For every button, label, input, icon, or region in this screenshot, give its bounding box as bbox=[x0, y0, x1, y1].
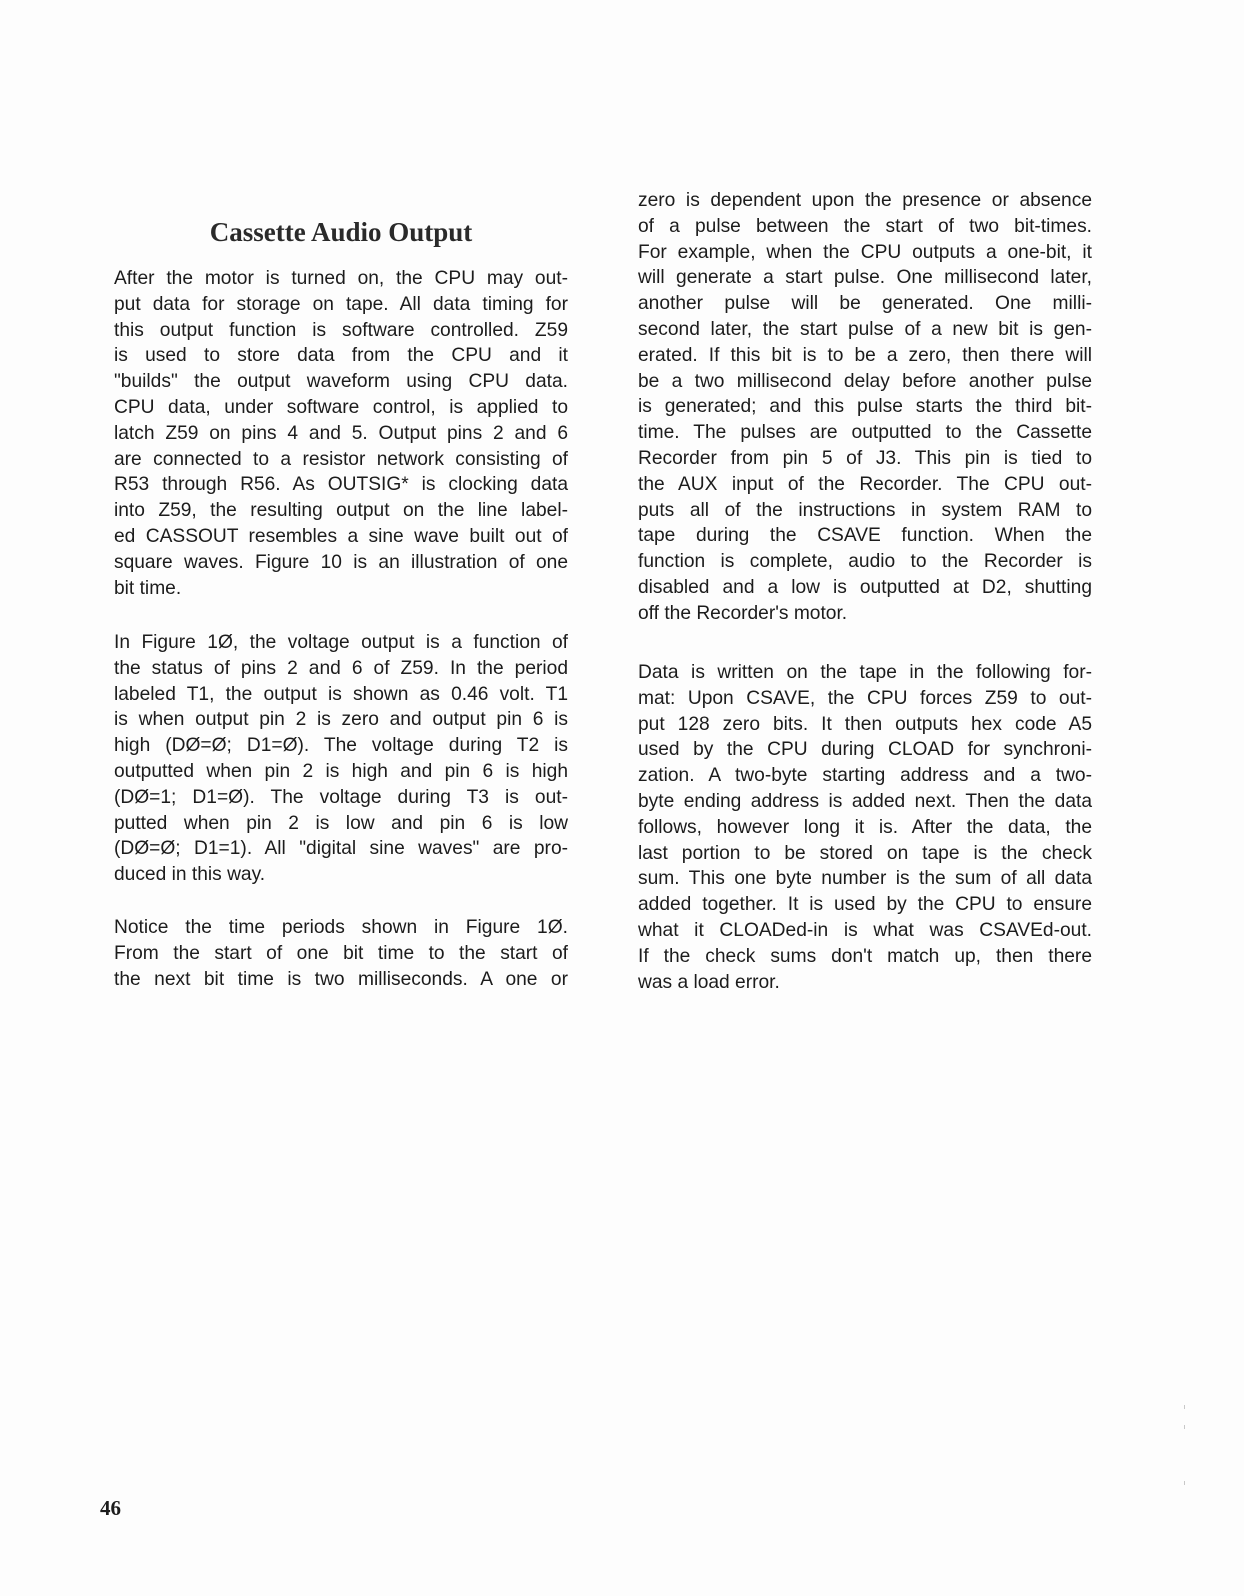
text-line: last portion to be stored on tape is the check bbox=[638, 842, 1092, 864]
section-heading: Cassette Audio Output bbox=[209, 217, 473, 247]
text-line: into Z59, the resulting output on the line label- bbox=[114, 500, 568, 522]
text-line: is generated; and this pulse starts the third bit- bbox=[638, 396, 1092, 418]
text-line: put 128 zero bits. It then outputs hex code A5 bbox=[638, 713, 1092, 735]
text-line: was a load error. bbox=[638, 971, 780, 993]
text-line: this output function is software controlled. Z59 bbox=[114, 319, 568, 341]
text-line: "builds" the output waveform using CPU data. bbox=[114, 371, 568, 393]
text-line: will generate a start pulse. One millisecond later, bbox=[638, 267, 1092, 289]
text-line: Notice the time periods shown in Figure 1Ø. bbox=[114, 917, 568, 938]
text-line: CPU data, under software control, is applied to bbox=[114, 396, 568, 418]
text-line: From the start of one bit time to the start of bbox=[114, 942, 568, 964]
text-line: Data is written on the tape in the following for- bbox=[638, 662, 1092, 683]
text-line: follows, however long it is. After the data, the bbox=[638, 816, 1092, 838]
text-line: are connected to a resistor network consisting of bbox=[114, 448, 568, 470]
scan-speck bbox=[1184, 1481, 1185, 1485]
text-line: the next bit time is two milliseconds. A one or bbox=[114, 968, 568, 990]
text-line: be a two millisecond delay before another pulse bbox=[638, 370, 1092, 392]
text-line: time. The pulses are outputted to the Cassette bbox=[638, 422, 1092, 444]
text-line: the AUX input of the Recorder. The CPU out- bbox=[638, 473, 1092, 495]
text-line: erated. If this bit is to be a zero, then there will bbox=[638, 344, 1092, 366]
text-line: R53 through R56. As OUTSIG* is clocking data bbox=[114, 474, 568, 496]
text-line: (DØ=1; D1=Ø). The voltage during T3 is out- bbox=[114, 786, 568, 808]
text-line: byte ending address is added next. Then the data bbox=[638, 790, 1092, 812]
text-line: Recorder from pin 5 of J3. This pin is tied to bbox=[638, 447, 1092, 469]
text-line: the status of pins 2 and 6 of Z59. In the period bbox=[114, 657, 568, 679]
text-line: sum. This one byte number is the sum of all data bbox=[638, 868, 1092, 890]
scan-specks bbox=[1183, 1405, 1187, 1495]
text-line: In Figure 1Ø, the voltage output is a function of bbox=[114, 632, 568, 653]
text-line: second later, the start pulse of a new bit is gen- bbox=[638, 318, 1092, 340]
text-line: high (DØ=Ø; D1=Ø). The voltage during T2 is bbox=[114, 735, 568, 757]
text-line: put data for storage on tape. All data timing for bbox=[114, 293, 568, 315]
text-line: mat: Upon CSAVE, the CPU forces Z59 to out- bbox=[638, 687, 1092, 709]
text-line: After the motor is turned on, the CPU may out- bbox=[114, 268, 568, 289]
paragraph bbox=[638, 660, 1092, 995]
text-line: If the check sums don't match up, then there bbox=[638, 945, 1092, 967]
paragraph bbox=[638, 188, 1092, 627]
scan-speck bbox=[1184, 1425, 1185, 1429]
text-line: of a pulse between the start of two bit-times. bbox=[638, 215, 1092, 237]
text-line: square waves. Figure 10 is an illustration of one bbox=[114, 551, 568, 573]
text-line: tape during the CSAVE function. When the bbox=[638, 525, 1092, 547]
text-line: is when output pin 2 is zero and output pin 6 is bbox=[114, 709, 568, 731]
text-line: bit time. bbox=[114, 577, 182, 599]
text-line: added together. It is used by the CPU to ensure bbox=[638, 894, 1092, 916]
scan-speck bbox=[1184, 1405, 1185, 1409]
text-line: For example, when the CPU outputs a one-bit, it bbox=[638, 241, 1092, 263]
text-line: labeled T1, the output is shown as 0.46 volt. T1 bbox=[114, 683, 568, 705]
paragraph bbox=[114, 630, 568, 888]
text-line: another pulse will be generated. One milli- bbox=[638, 293, 1092, 315]
text-line: function is complete, audio to the Recorder is bbox=[638, 551, 1092, 573]
text-line: zation. A two-byte starting address and a two- bbox=[638, 765, 1092, 787]
text-line: is used to store data from the CPU and it bbox=[114, 345, 568, 367]
text-line: ed CASSOUT resembles a sine wave built out of bbox=[114, 525, 568, 547]
text-line: putted when pin 2 is low and pin 6 is low bbox=[114, 812, 568, 834]
paragraph bbox=[114, 266, 568, 601]
text-line: (DØ=Ø; D1=1). All "digital sine waves" are pro- bbox=[114, 838, 568, 860]
text-line: duced in this way. bbox=[114, 864, 266, 886]
text-line: outputted when pin 2 is high and pin 6 is high bbox=[114, 760, 568, 782]
text-line: what it CLOADed-in is what was CSAVEd-out. bbox=[638, 919, 1092, 941]
text-line: off the Recorder's motor. bbox=[638, 602, 848, 624]
page-number: 46 bbox=[100, 1496, 121, 1520]
text-line: disabled and a low is outputted at D2, shutting bbox=[638, 576, 1092, 598]
paragraph bbox=[114, 915, 568, 992]
text-line: used by the CPU during CLOAD for synchroni- bbox=[638, 739, 1092, 761]
text-line: latch Z59 on pins 4 and 5. Output pins 2 and 6 bbox=[114, 422, 568, 444]
text-line: puts all of the instructions in system RAM to bbox=[638, 499, 1092, 521]
text-line: zero is dependent upon the presence or absence bbox=[638, 190, 1092, 211]
